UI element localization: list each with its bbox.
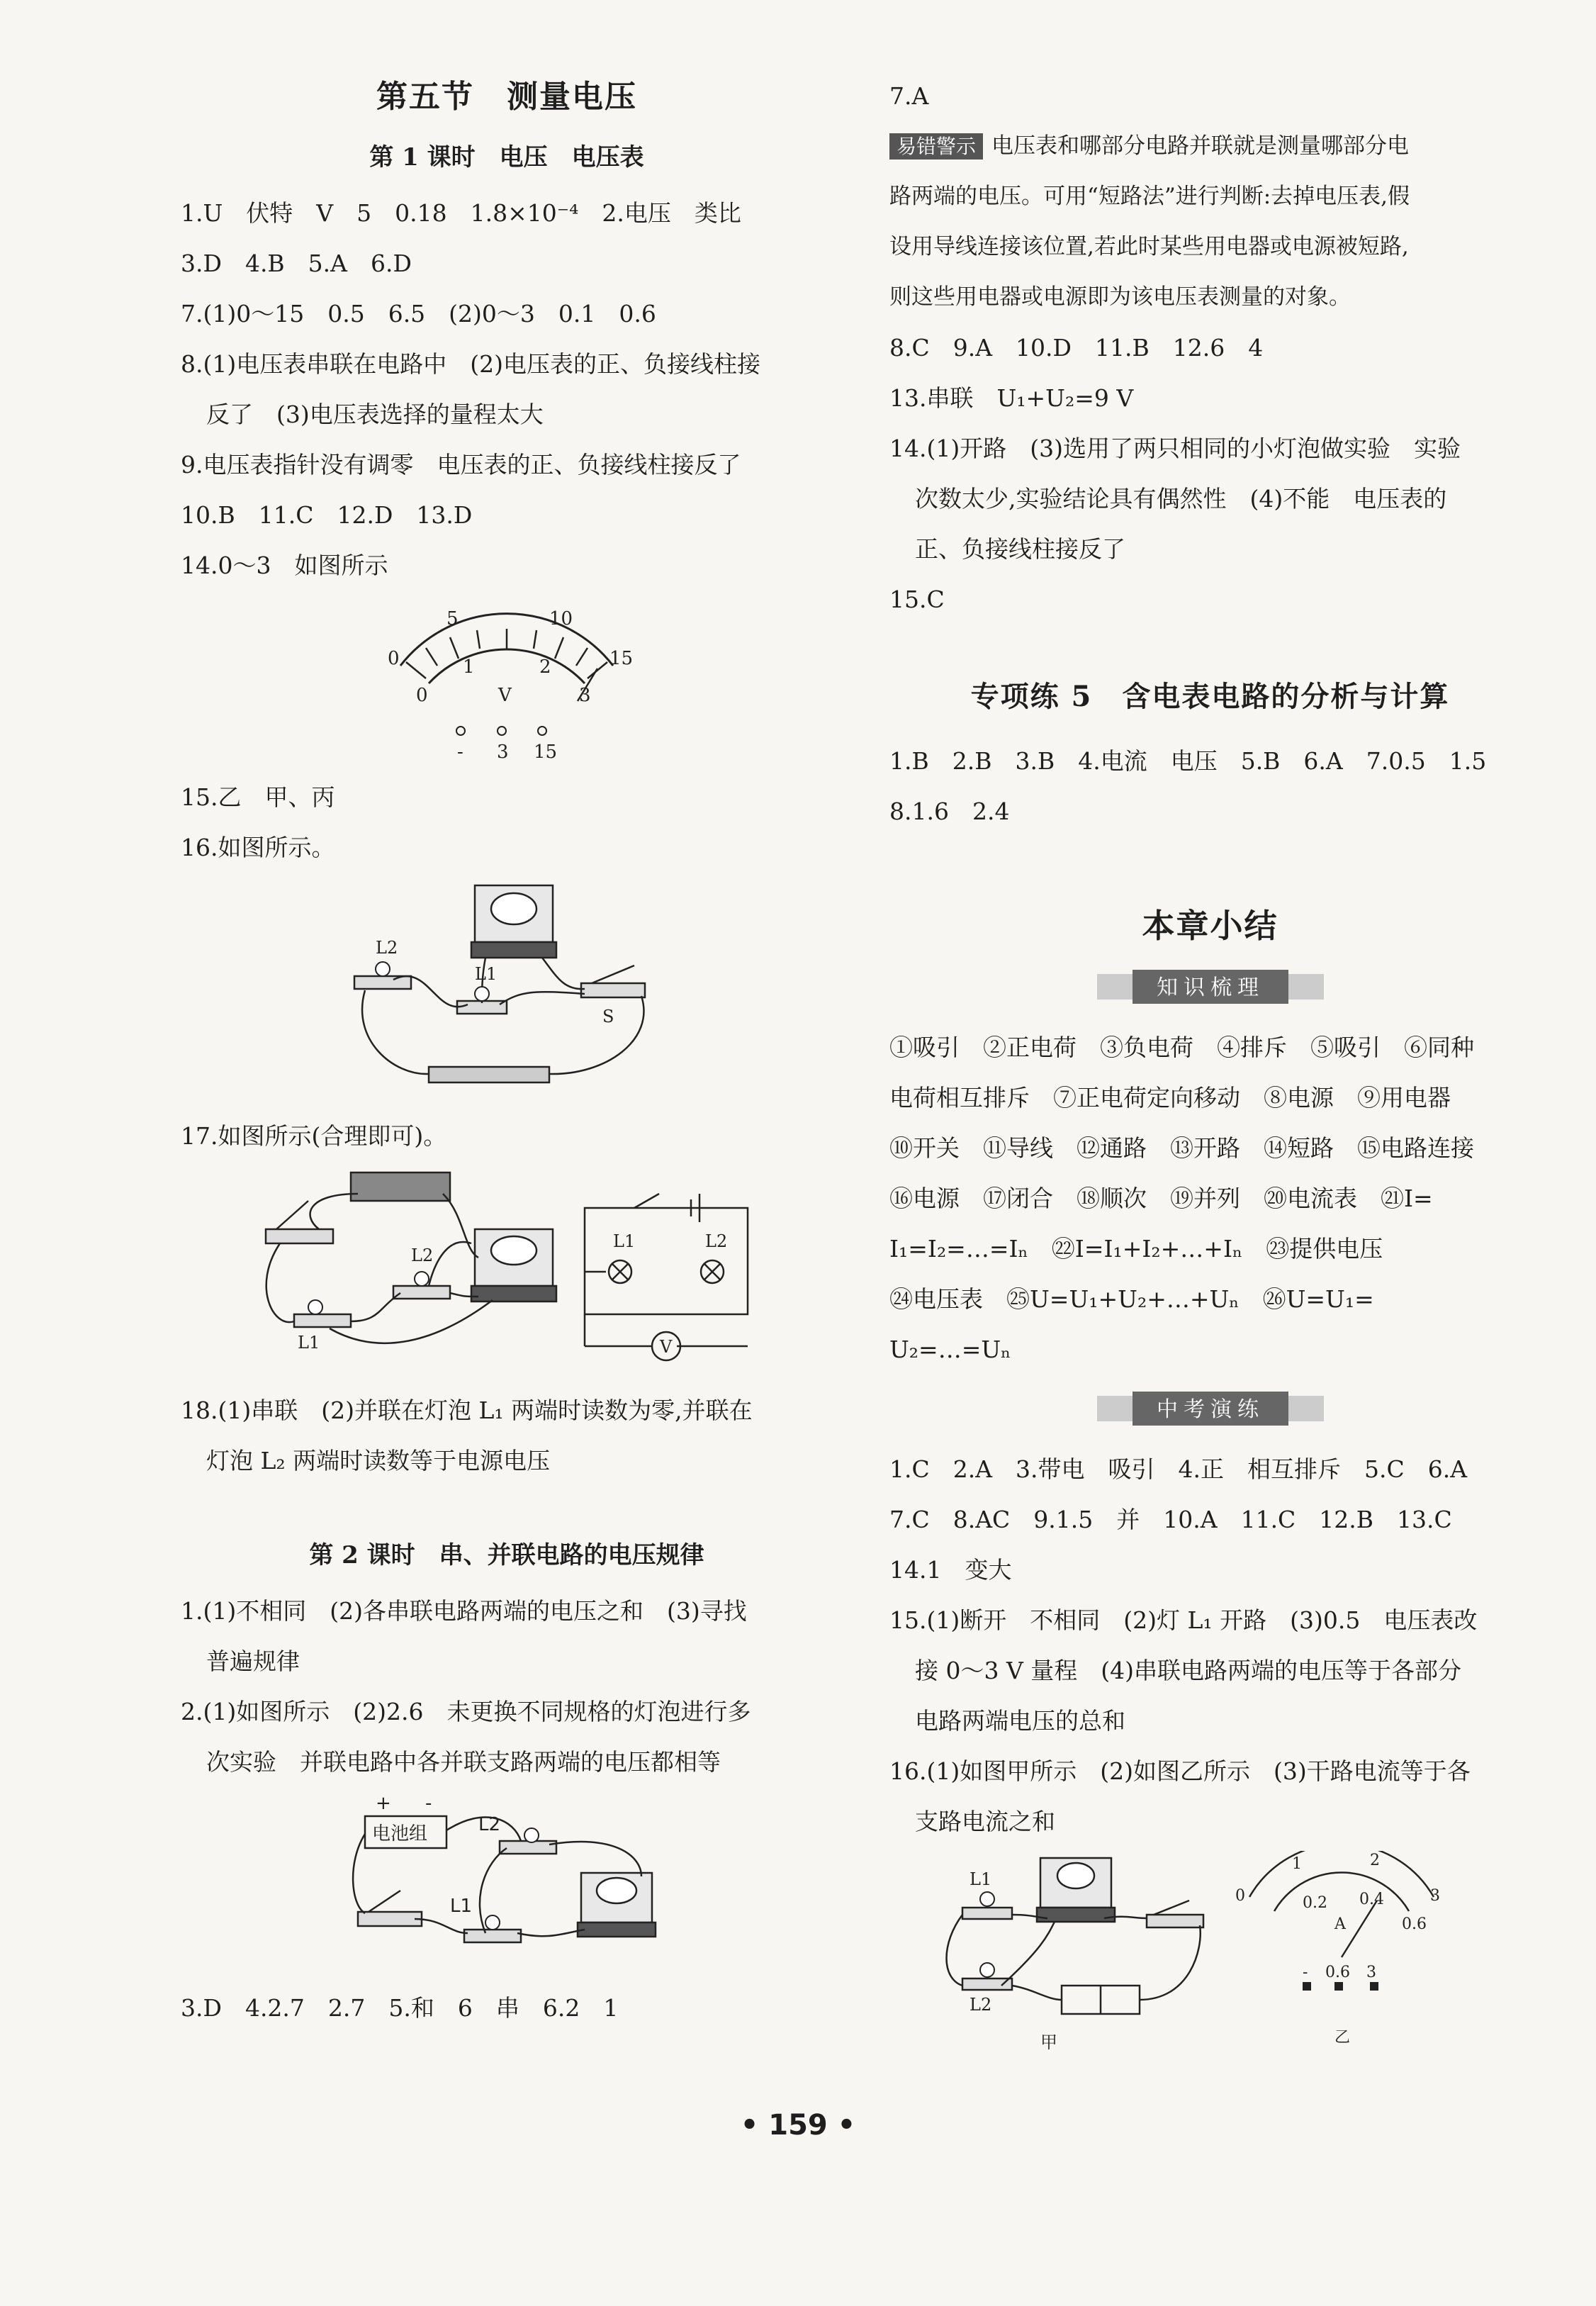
terminal-label: 0.6 — [1325, 1964, 1350, 1981]
answer-line: 支路电流之和 — [915, 1808, 1055, 1835]
unit-label: A — [1334, 1915, 1346, 1933]
answer-line: 灯泡 L₂ 两端时读数等于电源电压 — [206, 1447, 551, 1474]
figures-jia-yi — [934, 1851, 1487, 2056]
terminal-label: 15 — [534, 741, 558, 763]
answer-line: 8.C 9.A 10.D 11.B 12.6 4 — [889, 334, 1264, 362]
knowledge-line: I₁=I₂=…=Iₙ ㉒I=I₁+I₂+…+Iₙ ㉓提供电压 — [889, 1235, 1383, 1263]
knowledge-line: 电荷相互排斥 ⑦正电荷定向移动 ⑧电源 ⑨用电器 — [889, 1084, 1451, 1112]
knowledge-line: ①吸引 ②正电荷 ③负电荷 ④排斥 ⑤吸引 ⑥同种 — [889, 1034, 1474, 1061]
knowledge-banner — [1097, 968, 1324, 1005]
dial-top-label: 10 — [549, 608, 573, 629]
section-title: 第五节 测量电压 — [376, 79, 637, 115]
lesson2-title: 第 2 课时 串、并联电路的电压规律 — [309, 1541, 704, 1569]
dial-label: 0.4 — [1359, 1891, 1384, 1908]
terminal-label: - — [457, 741, 463, 763]
switch-label: S — [602, 1007, 614, 1026]
minus-label: - — [425, 1793, 432, 1814]
answer-line: 14.(1)开路 (3)选用了两只相同的小灯泡做实验 实验 — [889, 435, 1461, 462]
answer-line: 接 0～3 V 量程 (4)串联电路两端的电压等于各部分 — [915, 1657, 1462, 1684]
answer-line: 15.(1)断开 不相同 (2)灯 L₁ 开路 (3)0.5 电压表改 — [889, 1606, 1478, 1634]
dial-label: 0.2 — [1302, 1894, 1327, 1912]
answer-line: 2.(1)如图所示 (2)2.6 未更换不同规格的灯泡进行多 — [181, 1698, 751, 1725]
answer-line: 7.A — [889, 82, 929, 110]
answer-line: 普遍规律 — [206, 1647, 300, 1675]
dial-bottom-label: 2 — [539, 656, 551, 678]
lesson1-title: 第 1 课时 电压 电压表 — [369, 143, 644, 172]
lamp-label: L2 — [411, 1246, 434, 1265]
lamp-label: L1 — [969, 1869, 991, 1889]
warning-text: 则这些用电器或电源即为该电压表测量的对象。 — [889, 284, 1351, 310]
warning-text: 设用导线连接该位置,若此时某些用电器或电源被短路, — [889, 234, 1409, 259]
dial-label: 3 — [1429, 1887, 1440, 1905]
voltmeter-symbol-label: V — [660, 1337, 673, 1357]
page-number: • 159 • — [740, 2109, 856, 2142]
answer-line: 1.C 2.A 3.带电 吸引 4.正 相互排斥 5.C 6.A — [889, 1455, 1468, 1483]
lamp-label: L1 — [450, 1896, 473, 1917]
answer-line: 15.乙 甲、丙 — [181, 783, 335, 811]
answer-line: 8.1.6 2.4 — [889, 797, 1010, 825]
knowledge-line: ⑯电源 ⑰闭合 ⑱顺次 ⑲并列 ⑳电流表 ㉑I= — [889, 1185, 1433, 1212]
answer-line: 1.B 2.B 3.B 4.电流 电压 5.B 6.A 7.0.5 1.5 — [889, 747, 1487, 775]
lamp-label: L1 — [298, 1333, 320, 1353]
warning-text: 路两端的电压。可用“短路法”进行判断:去掉电压表,假 — [889, 184, 1410, 209]
left-column — [181, 71, 833, 2033]
dial-bottom-label: 1 — [463, 656, 475, 678]
dial-top-label: 0 — [388, 648, 400, 669]
warning-tag: 易错警示 — [889, 133, 983, 159]
answer-line: 16.(1)如图甲所示 (2)如图乙所示 (3)干路电流等于各 — [889, 1757, 1471, 1785]
answer-line: 18.(1)串联 (2)并联在灯泡 L₁ 两端时读数为零,并联在 — [181, 1397, 753, 1424]
knowledge-line: ⑩开关 ⑪导线 ⑫通路 ⑬开路 ⑭短路 ⑮电路连接 — [889, 1134, 1474, 1162]
lamp-label: L2 — [969, 1995, 991, 2015]
answer-line: 1.U 伏特 V 5 0.18 1.8×10⁻⁴ 2.电压 类比 — [181, 199, 741, 227]
answer-line: 电路两端电压的总和 — [915, 1707, 1125, 1735]
battery-label: 电池组 — [372, 1823, 428, 1845]
figure-caption: 乙 — [1334, 2029, 1350, 2047]
dial-top-label: 5 — [446, 608, 459, 629]
terminal-label: 3 — [497, 741, 509, 763]
dial-label: 0 — [1235, 1887, 1245, 1905]
voltmeter-dial-figure — [372, 595, 641, 765]
exam-practice-banner — [1097, 1390, 1324, 1427]
lamp-label: L2 — [376, 938, 398, 958]
dial-label: 2 — [1369, 1852, 1380, 1869]
dial-label: 0.6 — [1401, 1915, 1427, 1933]
unit-label: V — [498, 685, 512, 706]
answer-line: 10.B 11.C 12.D 13.D — [181, 501, 473, 529]
schematic-lamp-label: L2 — [705, 1231, 728, 1251]
dial-bottom-label: 3 — [579, 685, 591, 706]
answer-line: 8.(1)电压表串联在电路中 (2)电压表的正、负接线柱接 — [181, 350, 760, 378]
special-practice-title: 专项练 5 含电表电路的分析与计算 — [970, 680, 1450, 713]
right-column — [889, 71, 1531, 2064]
answer-line: 14.1 变大 — [889, 1556, 1012, 1584]
dial-top-label: 15 — [609, 648, 634, 669]
dial-bottom-label: 0 — [416, 685, 428, 706]
knowledge-line: ㉔电压表 ㉕U=U₁+U₂+…+Uₙ ㉖U=U₁= — [889, 1285, 1374, 1313]
circuit-figure-lesson2 — [344, 1791, 670, 1976]
error-warning-line — [889, 121, 1531, 172]
answer-line: 次数太少,实验结论具有偶然性 (4)不能 电压表的 — [915, 485, 1447, 513]
answer-line: 14.0～3 如图所示 — [181, 552, 388, 579]
lamp-label: L2 — [478, 1814, 501, 1835]
banner-text: 知识梳理 — [1156, 975, 1264, 1000]
chapter-summary-title: 本章小结 — [1142, 907, 1279, 945]
answer-line: 16.如图所示。 — [181, 834, 335, 861]
lamp-label: L1 — [475, 964, 498, 984]
answer-line: 17.如图所示(合理即可)。 — [181, 1122, 447, 1150]
plus-label: + — [376, 1793, 391, 1814]
circuit-figure-17 — [252, 1165, 762, 1378]
terminal-label: 3 — [1366, 1964, 1376, 1981]
answer-line: 3.D 4.B 5.A 6.D — [181, 250, 412, 277]
knowledge-line: U₂=…=Uₙ — [889, 1336, 1011, 1363]
circuit-figure-16 — [351, 877, 663, 1104]
answer-line: 次实验 并联电路中各并联支路两端的电压都相等 — [206, 1748, 721, 1776]
figure-caption: 甲 — [1040, 2032, 1057, 2052]
answer-line: 15.C — [889, 586, 945, 613]
answer-line: 1.(1)不相同 (2)各串联电路两端的电压之和 (3)寻找 — [181, 1597, 747, 1625]
banner-text: 中考演练 — [1156, 1397, 1264, 1422]
answer-line: 反了 (3)电压表选择的量程太大 — [206, 401, 544, 428]
answer-line: 3.D 4.2.7 2.7 5.和 6 串 6.2 1 — [181, 1994, 619, 2022]
dial-label: 1 — [1291, 1855, 1302, 1873]
answer-line: 7.(1)0～15 0.5 6.5 (2)0～3 0.1 0.6 — [181, 300, 656, 328]
warning-text: 电压表和哪部分电路并联就是测量哪部分电 — [991, 133, 1410, 159]
answer-line: 正、负接线柱接反了 — [915, 535, 1125, 563]
answer-line: 9.电压表指针没有调零 电压表的正、负接线柱接反了 — [181, 451, 741, 478]
answer-line: 7.C 8.AC 9.1.5 并 10.A 11.C 12.B 13.C — [889, 1506, 1452, 1533]
answer-line: 13.串联 U₁+U₂=9 V — [889, 384, 1134, 412]
schematic-lamp-label: L1 — [613, 1231, 636, 1251]
terminal-label: - — [1302, 1964, 1308, 1981]
